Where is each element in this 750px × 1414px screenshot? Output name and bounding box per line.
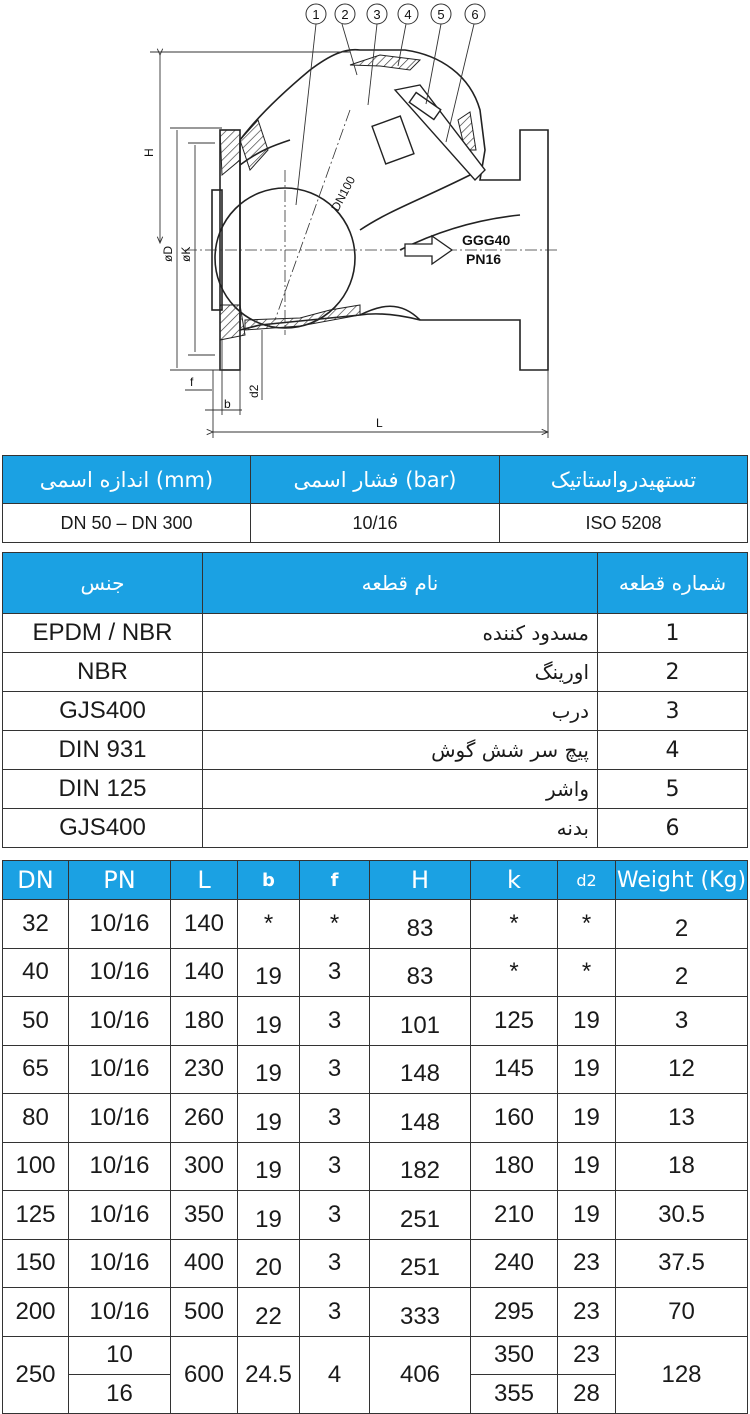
- cell-pn: 16: [69, 1375, 171, 1414]
- dims-row: [3, 1142, 748, 1191]
- cell-b: 19: [238, 997, 300, 1046]
- cell-b: 20: [238, 1239, 300, 1288]
- dims-row: [3, 948, 748, 997]
- cell-l: 140: [171, 948, 238, 997]
- cell-weight: 18: [616, 1142, 748, 1191]
- dims-row: [3, 997, 748, 1046]
- dims-header-d2: d2: [558, 861, 616, 900]
- cell-d2: 23: [558, 1336, 616, 1375]
- parts-row: [3, 692, 748, 731]
- part-material: DIN 931: [3, 731, 203, 770]
- cell-dn: 250: [3, 1336, 69, 1413]
- cell-d2: 19: [558, 997, 616, 1046]
- cell-h: 406: [370, 1336, 471, 1413]
- callout-6: [465, 4, 485, 24]
- part-number: 3: [598, 692, 748, 731]
- cell-dn: 125: [3, 1191, 69, 1240]
- cell-pn: 10/16: [69, 1045, 171, 1094]
- parts-row: [3, 770, 748, 809]
- cell-h: 148: [370, 1094, 471, 1143]
- spec-nominal-pressure: 10/16: [251, 504, 500, 543]
- callout-4: [398, 4, 418, 24]
- cell-k: 295: [471, 1288, 558, 1337]
- cell-dn: 32: [3, 900, 69, 949]
- spec-header-nominal-pressure: فشار اسمی (bar): [251, 456, 500, 504]
- cell-l: 350: [171, 1191, 238, 1240]
- cell-k: 350: [471, 1336, 558, 1375]
- dim-b: b: [224, 397, 231, 411]
- cell-pn: 10/16: [69, 1239, 171, 1288]
- spec-header-row: [3, 456, 748, 504]
- cell-f: 3: [300, 997, 370, 1046]
- cell-k: *: [471, 948, 558, 997]
- callout-4-label: 4: [404, 7, 412, 22]
- callout-circles: [306, 4, 485, 24]
- part-material: NBR: [3, 653, 203, 692]
- cell-h: 83: [370, 948, 471, 997]
- callout-2: [335, 4, 355, 24]
- part-name: اورینگ: [203, 653, 598, 692]
- dims-header-h: H: [370, 861, 471, 900]
- cell-d2: 23: [558, 1288, 616, 1337]
- cell-l: 600: [171, 1336, 238, 1413]
- cell-d2: 28: [558, 1375, 616, 1414]
- part-material: EPDM / NBR: [3, 614, 203, 653]
- parts-row: [3, 614, 748, 653]
- cell-dn: 65: [3, 1045, 69, 1094]
- cell-f: 3: [300, 1191, 370, 1240]
- parts-header-material: جنس: [3, 553, 203, 614]
- dim-H: H: [142, 148, 156, 157]
- dims-header-row: [3, 861, 748, 900]
- parts-row: [3, 653, 748, 692]
- cell-weight: 3: [616, 997, 748, 1046]
- cell-h: 182: [370, 1142, 471, 1191]
- dims-row: [3, 1288, 748, 1337]
- cell-weight: 13: [616, 1094, 748, 1143]
- cell-b: 19: [238, 948, 300, 997]
- callout-leaders: [296, 24, 474, 205]
- callout-5: [431, 4, 451, 24]
- dims-row: [3, 1191, 748, 1240]
- cell-f: 3: [300, 1045, 370, 1094]
- cell-weight: 70: [616, 1288, 748, 1337]
- parts-row: [3, 809, 748, 848]
- cell-b: *: [238, 900, 300, 949]
- cell-pn: 10/16: [69, 1094, 171, 1143]
- dims-header-weight: Weight (Kg): [616, 861, 748, 900]
- cell-d2: 19: [558, 1094, 616, 1143]
- dims-header-l: L: [171, 861, 238, 900]
- cell-l: 300: [171, 1142, 238, 1191]
- cell-k: 145: [471, 1045, 558, 1094]
- part-material: GJS400: [3, 692, 203, 731]
- dimensions-table: [2, 860, 748, 1414]
- cell-l: 400: [171, 1239, 238, 1288]
- part-number: 6: [598, 809, 748, 848]
- dims-row: [3, 1094, 748, 1143]
- cell-h: 251: [370, 1191, 471, 1240]
- dims-header-pn: PN: [69, 861, 171, 900]
- part-name: واشر: [203, 770, 598, 809]
- dims-row-last: [3, 1336, 748, 1375]
- cell-f: 3: [300, 1288, 370, 1337]
- cell-weight: 30.5: [616, 1191, 748, 1240]
- cell-b: 24.5: [238, 1336, 300, 1413]
- parts-table: [2, 552, 748, 848]
- cell-dn: 150: [3, 1239, 69, 1288]
- callout-3-label: 3: [373, 7, 381, 22]
- dim-L: L: [376, 416, 383, 430]
- cell-pn: 10/16: [69, 900, 171, 949]
- dim-d2: d2: [247, 384, 261, 398]
- cell-pn: 10: [69, 1336, 171, 1375]
- cell-k: 160: [471, 1094, 558, 1143]
- part-number: 4: [598, 731, 748, 770]
- dims-header-dn: DN: [3, 861, 69, 900]
- cell-weight: 37.5: [616, 1239, 748, 1288]
- spec-header-hydrostatic-test: تستهیدرواستاتیک: [500, 456, 748, 504]
- cell-pn: 10/16: [69, 997, 171, 1046]
- callout-1-label: 1: [312, 7, 320, 22]
- cell-k: 240: [471, 1239, 558, 1288]
- parts-header-number: شماره قطعه: [598, 553, 748, 614]
- cell-b: 22: [238, 1288, 300, 1337]
- dims-body: [3, 900, 748, 1414]
- part-number: 5: [598, 770, 748, 809]
- dims-row: [3, 900, 748, 949]
- part-number: 1: [598, 614, 748, 653]
- cell-dn: 80: [3, 1094, 69, 1143]
- cell-pn: 10/16: [69, 1288, 171, 1337]
- cell-l: 500: [171, 1288, 238, 1337]
- dim-D: øD: [161, 246, 175, 262]
- spec-nominal-size: DN 50 – DN 300: [3, 504, 251, 543]
- cell-weight: 2: [616, 900, 748, 949]
- callout-5-label: 5: [437, 7, 445, 22]
- cell-f: 3: [300, 1094, 370, 1143]
- cell-h: 333: [370, 1288, 471, 1337]
- cell-h: 101: [370, 997, 471, 1046]
- cell-l: 180: [171, 997, 238, 1046]
- pressure-label: PN16: [466, 251, 502, 267]
- part-name: بدنه: [203, 809, 598, 848]
- cell-k: 210: [471, 1191, 558, 1240]
- cell-k: 180: [471, 1142, 558, 1191]
- cell-b: 19: [238, 1045, 300, 1094]
- cell-h: 148: [370, 1045, 471, 1094]
- cell-h: 251: [370, 1239, 471, 1288]
- cell-f: *: [300, 900, 370, 949]
- parts-header-row: [3, 553, 748, 614]
- callout-3: [367, 4, 387, 24]
- part-material: DIN 125: [3, 770, 203, 809]
- flow-arrow: [405, 236, 452, 264]
- dims-row: [3, 1045, 748, 1094]
- cell-dn: 200: [3, 1288, 69, 1337]
- part-name: درب: [203, 692, 598, 731]
- parts-header-name: نام قطعه: [203, 553, 598, 614]
- cell-b: 19: [238, 1094, 300, 1143]
- cell-f: 3: [300, 1142, 370, 1191]
- spec-hydrostatic-test: ISO 5208: [500, 504, 748, 543]
- cell-pn: 10/16: [69, 1142, 171, 1191]
- cell-k: *: [471, 900, 558, 949]
- cell-l: 230: [171, 1045, 238, 1094]
- parts-row: [3, 731, 748, 770]
- cell-d2: 19: [558, 1191, 616, 1240]
- part-number: 2: [598, 653, 748, 692]
- cell-d2: 19: [558, 1142, 616, 1191]
- spec-header-nominal-size: اندازه اسمی (mm): [3, 456, 251, 504]
- cell-dn: 100: [3, 1142, 69, 1191]
- dim-f: f: [190, 375, 194, 389]
- cell-k: 355: [471, 1375, 558, 1414]
- cell-b: 19: [238, 1142, 300, 1191]
- cell-weight: 12: [616, 1045, 748, 1094]
- dims-header-b: b: [238, 861, 300, 900]
- cell-pn: 10/16: [69, 948, 171, 997]
- cell-l: 260: [171, 1094, 238, 1143]
- valve-cross-section-drawing: [0, 0, 750, 445]
- cell-h: 83: [370, 900, 471, 949]
- part-name: پیچ سر شش گوش: [203, 731, 598, 770]
- spec-table: [2, 455, 748, 543]
- callout-1: [306, 4, 326, 24]
- dn-label: DN100: [328, 173, 359, 214]
- cell-l: 140: [171, 900, 238, 949]
- cell-dn: 50: [3, 997, 69, 1046]
- cell-d2: 23: [558, 1239, 616, 1288]
- cell-f: 3: [300, 1239, 370, 1288]
- part-material: GJS400: [3, 809, 203, 848]
- cell-pn: 10/16: [69, 1191, 171, 1240]
- callout-6-label: 6: [471, 7, 479, 22]
- cell-dn: 40: [3, 948, 69, 997]
- part-name: مسدود کننده: [203, 614, 598, 653]
- cell-weight: 128: [616, 1336, 748, 1413]
- cell-b: 19: [238, 1191, 300, 1240]
- dims-header-f: f: [300, 861, 370, 900]
- cell-f: 4: [300, 1336, 370, 1413]
- material-label: GGG40: [462, 232, 511, 248]
- cell-d2: *: [558, 900, 616, 949]
- dims-row: [3, 1239, 748, 1288]
- dim-K: øK: [179, 246, 193, 262]
- callout-2-label: 2: [341, 7, 349, 22]
- spec-value-row: [3, 504, 748, 543]
- cell-weight: 2: [616, 948, 748, 997]
- cell-d2: *: [558, 948, 616, 997]
- cell-d2: 19: [558, 1045, 616, 1094]
- cell-f: 3: [300, 948, 370, 997]
- dims-header-k: k: [471, 861, 558, 900]
- cell-k: 125: [471, 997, 558, 1046]
